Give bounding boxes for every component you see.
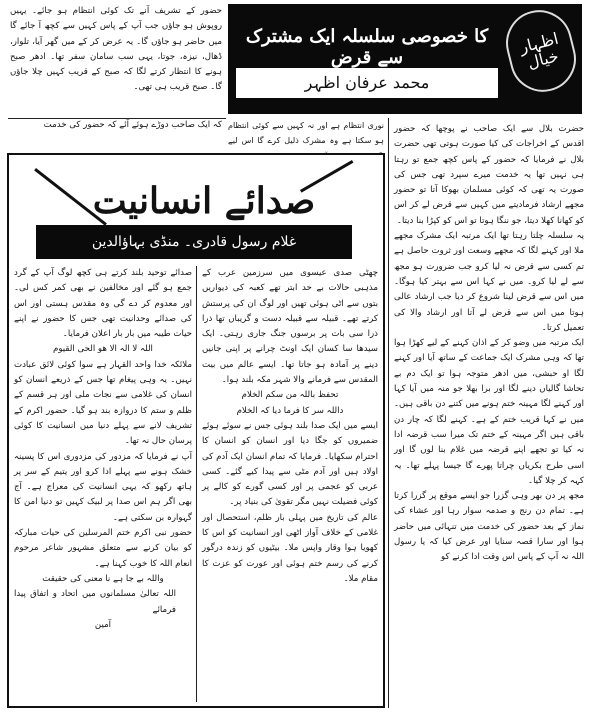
closing-amen: آمین [94, 619, 112, 630]
paragraph: حضرت بلال سے ایک صاحب نے پوچھا کہ حضور اقدس کے اخراجات کی کیا صورت ہوتی تھی حضرت بلال نے فرمایا کہ حضور کے پاس کچھ جمع تو رہتا ہی نہیں تھا یہ خدمت میرے سپرد تھی جس کی صورت یہ تھی کہ کوئی مسلمان بھوکا آتا تو حضور مجھے ارشاد فرمادیتے میں کہیں سے قرض لے کر اس کو کھانا کھلا دیتا، جو ننگا ہوتا تو اس کو کپڑا بنا دیتا۔ [394, 124, 584, 226]
column-rule-vertical [388, 118, 389, 708]
inset-left-column [14, 266, 192, 702]
column-masthead [228, 4, 582, 114]
inset-article-byline: غلام رسول قادری۔ منڈی بہاؤالدین [36, 225, 352, 259]
arabic-quote: داللہ سر کا فرما دیا کہ الخلام [236, 405, 344, 416]
arabic-verse: اللہ لا الہ الا ھو الحی القیوم [53, 344, 153, 355]
inset-article-title: صدائے انسانیت [92, 180, 316, 222]
paragraph: ملائکہ خدا واحد القہار ہے سوا کوئی لائق عبادت نہیں۔ یہ وہی پیغام تھا جس کے ذریعے انسان کو انسان کی غلامی سے نجات ملی اور ہر قسم کے ظلم و ستم کا دروازہ بند ہو گیا۔ حضور اکرم کے تشریف لانے سے پہلے دنیا میں انسانیت کا کوئی پرسان حال نہ تھا۔ [14, 359, 192, 447]
paragraph: اللہ تعالیٰ مسلمانوں میں اتحاد و اتفاق پیدا فرمائے [14, 589, 176, 615]
top-left-column [10, 4, 222, 116]
paragraph: حضور نبی اکرم ختم المرسلین کی حیات مبارکہ کو بیان کرنے سے متعلق مشہور شاعر مرحوم انعام اللہ کا خوب کہنا ہے۔ [14, 528, 192, 569]
paragraph: حضور کے تشریف آنے تک کوئی انتظام ہو جائے۔ یہیں روپوش ہو جاؤں جب آپ کے پاس کہیں سے کچھ آ جائے گا میں حاضر ہو جاؤں گا۔ یہ عرض کر کے میں گھر آیا، تلوار، ڈھال، نیزہ، جوتا، یہی سب سامان سفر تھا۔ ادھر صبح ہونے کا انتظار کرتے لگا کہ صبح کے قریب کہیں چلا جاؤں گا۔ صبح قریب ہی تھی۔ [10, 6, 222, 93]
paragraph: مجھ پر دن بھر وہی گزرا جو ایسے موقع پر گزرا کرتا ہے۔ تمام دن رنج و صدمہ سوار رہا اور عشاء کی نماز کے بعد حضور کی خدمت میں تنہائی میں حاضر ہوا اور سارا قصہ سنایا اور عرض کیا کہ یا رسول اللہ نہ آپ کے پاس اس وقت ادا کرنے کو [394, 491, 584, 563]
right-column [394, 122, 584, 708]
series-title: کا خصوصی سلسلہ ایک مشترک سے قرض [245, 26, 489, 68]
paragraph: صدائے توحید بلند کرتے ہی کچھ لوگ آپ کے گرد جمع ہو گئے اور مخالفین نے بھی کمر کس لی۔ اور معدوم کر دے گی وہ مقدس ہستی اور اس کی صدائے وحدانیت تھی جس کا حضور نے اپنے حیات طیبہ میں بار بار اعلان فرمایا۔ [14, 268, 192, 340]
column-logo: اظہار خیال [499, 3, 583, 99]
paragraph: آپ نے فرمایا کہ مزدور کی مزدوری اس کا پسینہ خشک ہونے سے پہلے ادا کرو اور یتیم کے سر پر ہاتھ رکھو کہ یہی انسانیت کی معراج ہے۔ آج بھی اگر ہم اس صدا پر لبیک کہیں تو دنیا امن کا گہوارہ بن سکتی ہے۔ [14, 451, 192, 523]
paragraph: عالم کی تاریخ میں پہلی بار ظلم، استحصال اور غلامی کے خلاف آواز اٹھی اور انسانیت کو اس کا کھویا ہوا وقار واپس ملا۔ بیٹیوں کو زندہ درگور کرنے کی رسم ختم ہوئی اور عورت کو عزت کا مقام ملا۔ [202, 512, 378, 584]
paragraph: یہ سلسلہ چلتا رہتا تھا ایک مرتبہ ایک مشرک مجھے ملا اور کہنے لگا کہ مجھے وسعت اور ثروت حاصل ہے تم کسی سے قرض نہ لیا کرو جب ضرورت ہو مجھ سے لے لیا کرو۔ میں نے کہا اس سے بہتر کیا ہوگا۔ میں اس سے قرض لینا شروع کر دیا جب ارشاد عالی ہوتا میں اس سے قرض لے آتا اور ارشاد والا کی تعمیل کرتا۔ [394, 231, 584, 333]
paragraph: کہ ایک صاحب دوڑے ہوئے آئے کہ حضور کی خدمت [43, 120, 222, 130]
arabic-quote: تحفظ باللہ من سکم الخلام [241, 390, 339, 401]
top-middle-strip [228, 118, 384, 150]
poetry-line: واللہ بے جا ہے نا معنی کی حقیقت [42, 573, 164, 584]
paragraph: نوری انتظام ہے اور نہ کہیں سے کوئی انتظام ہو سکتا ہے وہ مشرک ذلیل کرے گا اس لیے [228, 121, 384, 146]
paragraph: چھٹی صدی عیسوی میں سرزمین عرب کے مذہبی حالات بے حد ابتر تھے کعبہ کی دیواریں بتوں سے اٹی ہوئی تھیں اور لوگ ان کی پرستش کرتے تھے۔ قبیلہ سے قبیلہ دست و گریباں تھا ذرا ذرا سی بات پر برسوں جنگ جاری رہتی۔ ایک سیدھا سا کسان ایک اونٹ چرانے پر اپنی جانیں دینے پر آمادہ ہو جاتا تھا۔ ایسے عالم میں بیت المقدس سے فرمانے والا شہر مکہ بلند ہوا۔ [202, 268, 378, 386]
inset-column-rule [196, 266, 197, 702]
paragraph: ایک مرتبہ میں وضو کر کے اذان کہنے کے لیے کھڑا ہوا تھا کہ وہی مشرک ایک جماعت کے ساتھ آیا اور کہنے لگا او حبشی، میں ادھر متوجہ ہوا تو ایک دم بے تحاشا گالیاں دینے لگا اور برا بھلا جو منہ میں آیا کہا اور کہنے لگا مہینہ ختم ہونے میں کتنے دن باقی ہیں۔ میں نے کہا قریب ختم کے ہے۔ کہنے لگا کہ چار دن باقی ہیں اگر مہینہ کے ختم تک میرا سب قرضہ ادا نہ کیا تو تجھے اپنے قرضہ میں غلام بنا لوں گا اور اسی طرح بکریاں چراتا پھرے گا جیسا پہلے تھا۔ یہ کہہ کر چلا گیا۔ [394, 338, 584, 486]
top-left-column-continued [10, 118, 222, 150]
inset-right-column [202, 266, 378, 702]
columnist-name: محمد عرفان اظہر [236, 68, 498, 98]
paragraph: ایسے میں ایک صدا بلند ہوئی جس نے سوئے ہوئے ضمیروں کو جگا دیا اور انسان کو انسان کا احترام سکھایا۔ فرمایا کہ تمام انسان ایک آدم کی اولاد ہیں اور آدم مٹی سے پیدا کیے گئے۔ کسی عربی کو عجمی پر اور کسی گورے کو کالے پر کوئی فضیلت نہیں مگر تقویٰ کی بنیاد پر۔ [202, 420, 378, 508]
